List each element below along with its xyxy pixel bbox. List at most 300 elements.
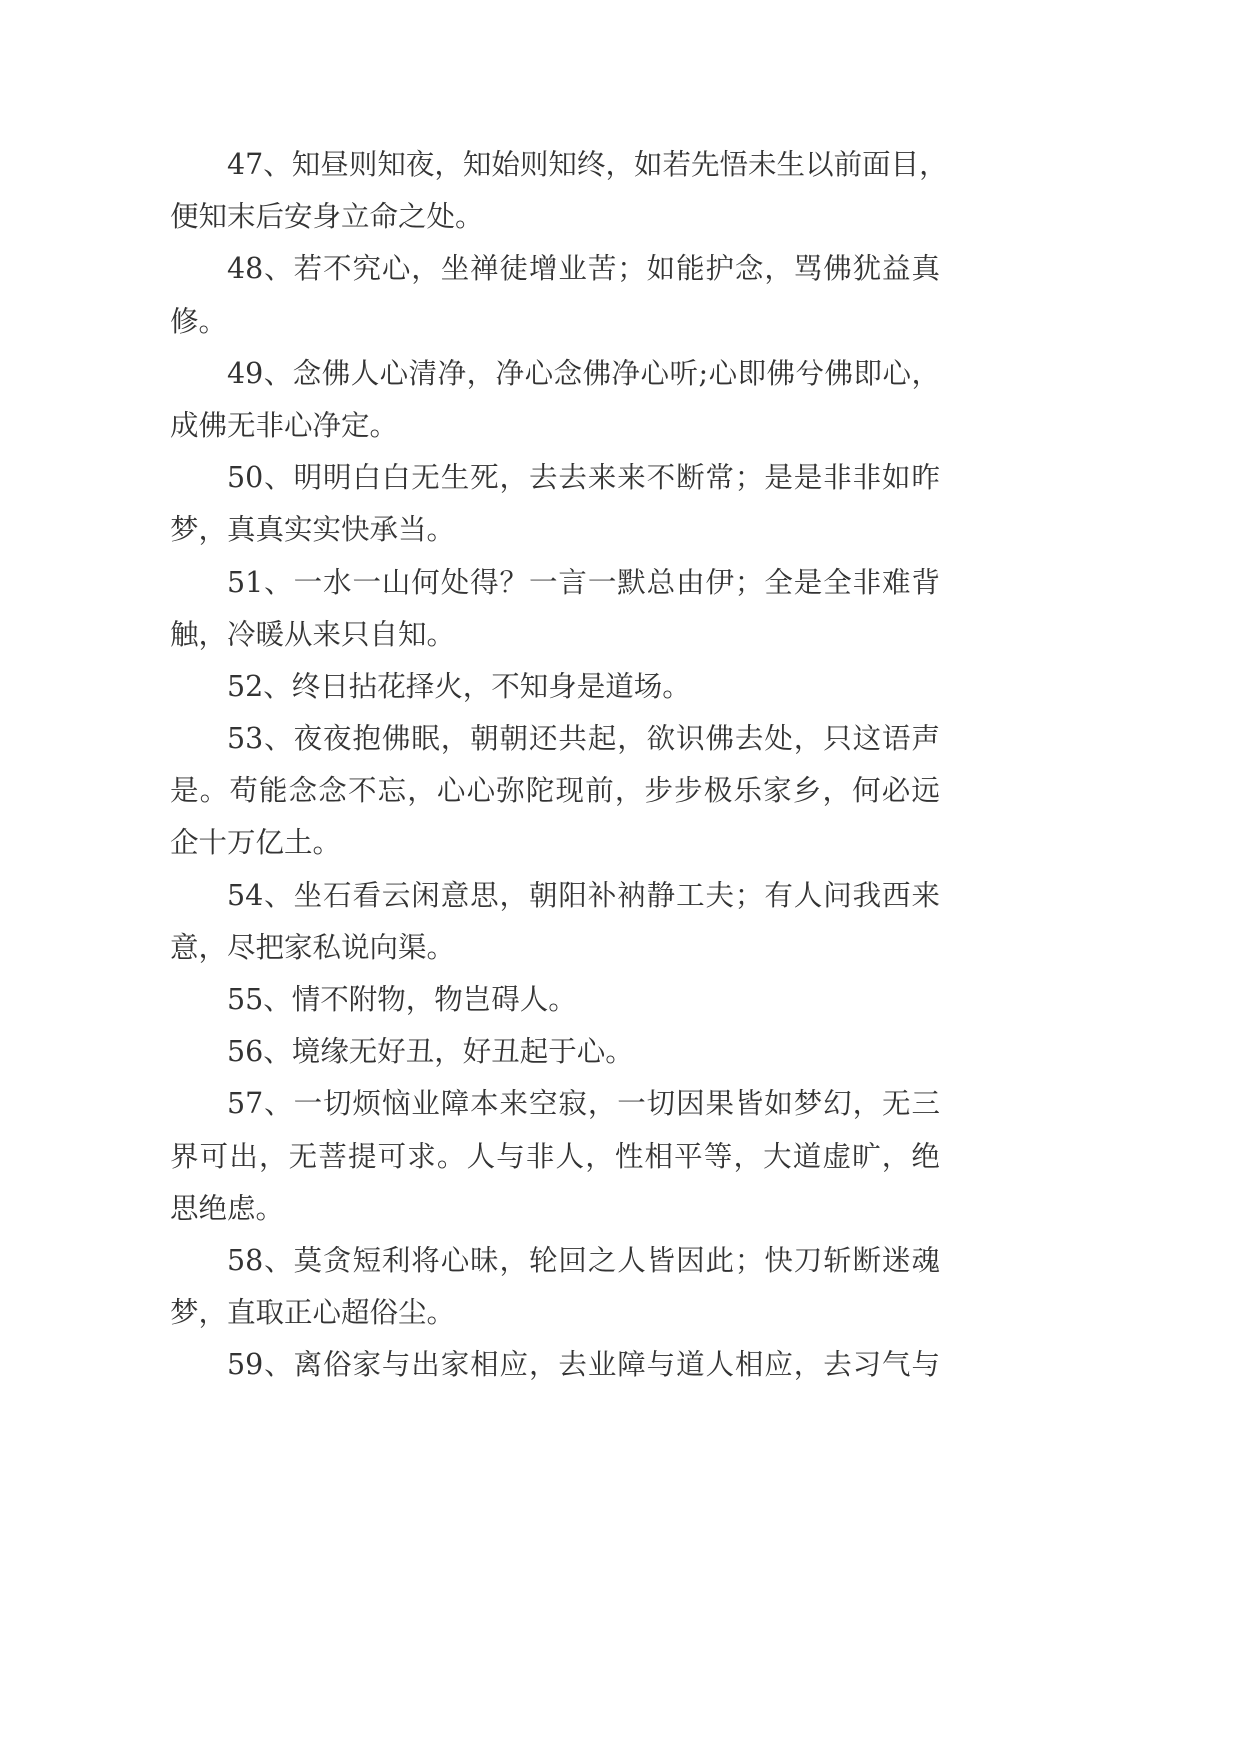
text-run: 骂	[793, 252, 823, 286]
text-run: 言	[558, 565, 587, 599]
text-run: 气	[882, 1348, 911, 1382]
text-run: 等	[703, 1139, 733, 1173]
text-run: 佛	[582, 356, 612, 390]
text-run: ，	[258, 1139, 288, 1173]
text-run: 家	[763, 774, 792, 808]
text-run: 、	[264, 1087, 293, 1121]
text-run: 、	[264, 461, 293, 495]
paragraph-58	[170, 1235, 940, 1339]
text-run: 现	[555, 774, 585, 808]
text-run: 如	[764, 1087, 793, 1121]
text-run: 空	[528, 1087, 558, 1121]
text-run: 魂	[911, 1243, 940, 1277]
text-run: 何	[411, 565, 440, 599]
text-run: 心	[524, 356, 554, 390]
text-run: 净	[495, 356, 525, 390]
text-run: 斩	[823, 1243, 852, 1277]
text-run: 念	[288, 774, 318, 808]
text-run: 莫	[293, 1243, 323, 1277]
document-body	[170, 139, 948, 1392]
text-run: 极	[703, 774, 733, 808]
text-run: 不	[323, 252, 352, 286]
text-run: 念	[553, 356, 583, 390]
text-run: 全	[823, 565, 852, 599]
text-run: 去	[558, 1348, 587, 1382]
paragraph-line: 梦，真真实实快承当。	[170, 513, 456, 547]
paragraph-line	[170, 139, 948, 191]
text-run: 相	[470, 1348, 499, 1382]
text-run: 道	[676, 1348, 705, 1382]
text-run: 目	[890, 148, 920, 181]
paragraph-49	[170, 348, 940, 452]
text-run: 背	[911, 565, 940, 599]
text-run: ，	[587, 1087, 617, 1121]
text-run: 人	[793, 878, 823, 912]
text-run: 能	[676, 252, 705, 286]
text-run: ，	[528, 1348, 558, 1382]
text-run: 共	[558, 722, 587, 756]
text-run: ，	[585, 1139, 614, 1173]
text-run: 前	[585, 774, 614, 808]
text-run: 默	[617, 565, 646, 599]
text-run: ，	[466, 356, 496, 390]
text-run: 快	[764, 1243, 793, 1277]
text-run: 、	[264, 1243, 293, 1277]
text-run: 菩	[318, 1139, 347, 1173]
text-run: 利	[381, 1243, 411, 1277]
text-run: 欲	[646, 722, 676, 756]
text-run: 夜	[405, 148, 435, 181]
text-run: 起	[587, 722, 617, 756]
text-run: ，	[919, 148, 948, 181]
text-run: 朝	[528, 878, 558, 912]
text-run: 死	[470, 461, 499, 495]
text-run: 先	[691, 148, 720, 181]
text-run: ，	[793, 722, 823, 756]
text-run: 明	[293, 461, 323, 495]
text-run: 54	[227, 878, 264, 912]
text-run: ，	[605, 148, 634, 181]
text-run: 与	[646, 1348, 676, 1382]
text-run: 佛	[766, 356, 796, 390]
text-run: 去	[823, 1348, 852, 1382]
text-run: 伊	[705, 565, 735, 599]
text-run: 一	[293, 1087, 323, 1121]
text-run: 白	[352, 461, 381, 495]
text-run: 知	[291, 148, 321, 181]
text-run: 若	[662, 148, 691, 181]
text-run: 能	[258, 774, 288, 808]
text-run: 抱	[352, 722, 381, 756]
text-run: 听	[669, 356, 699, 390]
text-run: ；	[734, 1243, 764, 1277]
text-run: 去	[734, 722, 764, 756]
text-run: 昧	[470, 1243, 499, 1277]
text-run: 如	[646, 252, 676, 286]
text-run: 思	[470, 878, 499, 912]
text-run: 常	[705, 461, 735, 495]
text-run: ，	[852, 1087, 882, 1121]
text-run: 、	[264, 252, 293, 286]
text-run: 平	[674, 1139, 703, 1173]
text-run: 来	[911, 878, 940, 912]
text-run: 知	[548, 148, 577, 181]
text-run: 念	[734, 252, 764, 286]
text-run: 增	[528, 252, 558, 286]
text-run: 昼	[320, 148, 349, 181]
text-run: 一	[528, 565, 558, 599]
text-run: 贪	[323, 1243, 352, 1277]
text-run: 明	[323, 461, 352, 495]
text-run: 白	[381, 461, 411, 495]
text-run: 夜	[293, 722, 323, 756]
paragraph-line: 意，尽把家私说向渠。	[170, 930, 456, 964]
text-run: ，	[617, 722, 646, 756]
text-run: 回	[558, 1243, 587, 1277]
text-run: 处	[440, 565, 470, 599]
text-run: 提	[347, 1139, 377, 1173]
text-run: 大	[763, 1139, 792, 1173]
text-run: 与	[381, 1348, 411, 1382]
text-run: 相	[644, 1139, 674, 1173]
text-run: 全	[764, 565, 793, 599]
text-run: ，	[822, 774, 851, 808]
text-run: 人	[350, 356, 380, 390]
text-run: 看	[352, 878, 381, 912]
text-run: 真	[911, 252, 940, 286]
text-run: 净	[611, 356, 641, 390]
text-run: 还	[528, 722, 558, 756]
paragraph-line: 55、情不附物，物岂碍人。	[227, 983, 577, 1016]
text-run: 幻	[823, 1087, 852, 1121]
text-run: 与	[496, 1139, 525, 1173]
text-run: 意	[440, 878, 470, 912]
text-run: 必	[881, 774, 911, 808]
text-run: 一	[352, 565, 381, 599]
text-run: 此	[705, 1243, 735, 1277]
paragraph-line: 企十万亿土。	[170, 826, 342, 860]
text-run: 声	[911, 722, 940, 756]
text-run: 如	[882, 461, 911, 495]
paragraph-52	[170, 661, 940, 713]
text-run: 障	[617, 1348, 646, 1382]
text-run: 因	[676, 1243, 705, 1277]
paragraph-line	[170, 1339, 940, 1391]
text-run: 心	[440, 1243, 470, 1277]
text-run: 可	[377, 1139, 407, 1173]
text-run: 烦	[352, 1087, 381, 1121]
text-run: ;	[698, 356, 709, 390]
text-run: 、	[264, 878, 293, 912]
text-run: 业	[558, 252, 587, 286]
text-run: 语	[882, 722, 911, 756]
text-run: 问	[823, 878, 852, 912]
text-run: 佛	[381, 722, 411, 756]
text-run: 求	[407, 1139, 436, 1173]
text-run: 性	[614, 1139, 644, 1173]
text-run: 无	[411, 461, 440, 495]
text-run: 眠	[411, 722, 440, 756]
text-run: 非	[852, 565, 882, 599]
text-run: 始	[491, 148, 520, 181]
paragraph-47	[170, 139, 948, 243]
text-run: 坐	[440, 252, 470, 286]
paragraph-line	[170, 243, 940, 295]
text-run: 佛	[321, 356, 351, 390]
paragraph-line: 便知末后安身立命之处。	[170, 200, 484, 234]
text-run: 业	[587, 1348, 617, 1382]
text-run: 出	[411, 1348, 440, 1382]
text-run: 面	[862, 148, 891, 181]
text-run: 57	[227, 1087, 264, 1121]
text-run: 未	[748, 148, 777, 181]
text-run: 人	[555, 1139, 585, 1173]
text-run: 佛	[824, 356, 854, 390]
paragraph-59	[170, 1339, 940, 1391]
paragraph-line	[170, 1131, 940, 1183]
text-run: 苦	[587, 252, 617, 286]
text-run: 徒	[499, 252, 529, 286]
text-run: ，	[793, 1348, 823, 1382]
paragraph-line	[170, 870, 940, 922]
paragraph-line: 成佛无非心净定。	[170, 408, 399, 442]
text-run: 悟	[719, 148, 749, 181]
text-run: ，	[440, 722, 470, 756]
text-run: ；	[734, 878, 764, 912]
text-run: ；	[734, 461, 764, 495]
text-run: 应	[499, 1348, 529, 1382]
text-run: 与	[911, 1348, 940, 1382]
text-run: 心	[381, 252, 411, 286]
text-run: 静	[646, 878, 676, 912]
paragraph-55	[170, 974, 940, 1026]
text-run: 知	[462, 148, 492, 181]
text-run: 陀	[525, 774, 555, 808]
text-run: 、	[263, 148, 292, 181]
text-run: 总	[646, 565, 676, 599]
text-run: 只	[823, 722, 852, 756]
text-run: 清	[408, 356, 438, 390]
paragraph-54	[170, 870, 940, 974]
text-run: 因	[676, 1087, 705, 1121]
text-run: 、	[264, 722, 293, 756]
text-run: 若	[293, 252, 323, 286]
text-run: 补	[587, 878, 617, 912]
text-run: 59	[227, 1348, 264, 1382]
text-run: 心	[466, 774, 496, 808]
text-run: 51	[227, 565, 264, 599]
paragraph-line	[170, 713, 940, 765]
text-run: 知	[377, 148, 406, 181]
text-run: 心	[640, 356, 670, 390]
text-run: 、	[264, 565, 293, 599]
text-run: 非	[823, 461, 852, 495]
paragraph-50	[170, 452, 940, 556]
text-run: 犹	[852, 252, 882, 286]
text-run: 有	[764, 878, 793, 912]
text-run: 虚	[822, 1139, 851, 1173]
text-run: 朝	[470, 722, 499, 756]
text-run: 切	[646, 1087, 676, 1121]
text-run: 三	[911, 1087, 940, 1121]
paragraph-48	[170, 243, 940, 347]
text-run: 断	[676, 461, 705, 495]
text-run: 乡	[792, 774, 822, 808]
text-run: 步	[644, 774, 674, 808]
text-run: 相	[734, 1348, 764, 1382]
text-run: 。	[199, 774, 229, 808]
text-run: 是	[793, 461, 823, 495]
text-run: ，	[499, 461, 529, 495]
text-run: 家	[352, 1348, 381, 1382]
text-run: 西	[882, 878, 911, 912]
text-run: 得	[470, 565, 499, 599]
text-run: 旷	[852, 1139, 881, 1173]
text-run: 终	[576, 148, 606, 181]
text-run: 步	[674, 774, 703, 808]
text-run: 迷	[882, 1243, 911, 1277]
text-run: 兮	[795, 356, 825, 390]
text-run: 48	[227, 252, 264, 286]
text-run: 阳	[558, 878, 587, 912]
text-run: 忘	[377, 774, 407, 808]
text-run: 不	[646, 461, 676, 495]
text-run: ？	[499, 565, 529, 599]
text-run: ，	[614, 774, 644, 808]
text-run: 53	[227, 722, 264, 756]
text-run: 无	[882, 1087, 911, 1121]
text-run: 禅	[470, 252, 499, 286]
paragraph-line	[170, 765, 940, 817]
text-run: 47	[227, 148, 264, 181]
text-run: 界	[170, 1139, 199, 1173]
paragraph-line: 修。	[170, 304, 228, 338]
text-run: 闲	[411, 878, 440, 912]
text-run: 皆	[646, 1243, 676, 1277]
paragraph-57	[170, 1078, 940, 1235]
text-run: 将	[411, 1243, 440, 1277]
text-run: 由	[676, 565, 705, 599]
text-run: ，	[499, 1243, 529, 1277]
text-run: 弥	[496, 774, 525, 808]
text-run: 益	[882, 252, 911, 286]
text-run: 切	[323, 1087, 352, 1121]
text-run: 难	[882, 565, 911, 599]
text-run: 轮	[528, 1243, 558, 1277]
paragraph-line	[170, 348, 940, 400]
text-run: 道	[792, 1139, 822, 1173]
text-run: 一	[587, 565, 617, 599]
text-run: 人	[705, 1348, 735, 1382]
text-run: 一	[617, 1087, 646, 1121]
text-run: 苟	[229, 774, 258, 808]
text-run: 朝	[499, 722, 529, 756]
text-run: 本	[470, 1087, 499, 1121]
text-run: 是	[170, 774, 199, 808]
text-run: 应	[764, 1348, 793, 1382]
paragraph-line: 52、终日拈花择火，不知身是道场。	[227, 669, 691, 703]
text-run: 究	[352, 252, 381, 286]
text-run: 夜	[323, 722, 352, 756]
text-run: ，	[733, 1139, 762, 1173]
text-run: 恼	[381, 1087, 411, 1121]
text-run: 山	[381, 565, 411, 599]
text-run: 衲	[617, 878, 646, 912]
text-run: 念	[292, 356, 322, 390]
text-run: 出	[229, 1139, 258, 1173]
paragraph-53	[170, 713, 940, 870]
text-run: 58	[227, 1243, 264, 1277]
text-run: ，	[499, 878, 529, 912]
paragraph-51	[170, 557, 940, 661]
text-run: 来	[499, 1087, 529, 1121]
paragraph-line	[170, 1235, 940, 1287]
paragraph-56	[170, 1026, 940, 1078]
text-run: 寂	[558, 1087, 587, 1121]
text-run: 离	[293, 1348, 323, 1382]
text-run: 心	[882, 356, 911, 390]
text-run: 石	[323, 878, 352, 912]
paragraph-line: 触，冷暖从来只自知。	[170, 617, 456, 651]
text-run: 念	[318, 774, 347, 808]
text-run: 习	[852, 1348, 882, 1382]
paragraph-line	[170, 557, 940, 609]
text-run: ；	[617, 252, 646, 286]
text-run: 非	[852, 461, 882, 495]
text-run: 果	[705, 1087, 735, 1121]
text-run: 之	[587, 1243, 617, 1277]
text-run: 刀	[793, 1243, 823, 1277]
text-run: 皆	[734, 1087, 764, 1121]
text-run: 无	[288, 1139, 318, 1173]
text-run: 即	[737, 356, 767, 390]
text-run: 不	[347, 774, 377, 808]
text-run: 生	[776, 148, 806, 181]
text-run: 家	[440, 1348, 470, 1382]
text-run: 生	[440, 461, 470, 495]
text-run: 梦	[793, 1087, 823, 1121]
text-run: 则	[519, 148, 549, 181]
text-run: 昨	[911, 461, 940, 495]
paragraph-line: 思绝虑。	[170, 1191, 285, 1225]
text-run: 绝	[911, 1139, 940, 1173]
text-run: 、	[263, 356, 293, 390]
paragraph-line: 56、境缘无好丑，好丑起于心。	[227, 1035, 634, 1069]
text-run: 云	[381, 878, 411, 912]
text-run: 心	[436, 774, 466, 808]
text-run: 来	[587, 461, 617, 495]
text-run: 何	[852, 774, 881, 808]
text-run: 去	[528, 461, 558, 495]
text-run: 处	[764, 722, 793, 756]
text-run: 心	[708, 356, 738, 390]
text-run: ，	[911, 356, 940, 390]
text-run: 夫	[705, 878, 735, 912]
text-run: ，	[411, 252, 440, 286]
text-run: 非	[525, 1139, 555, 1173]
text-run: 。	[436, 1139, 466, 1173]
text-run: 业	[411, 1087, 440, 1121]
text-run: ，	[407, 774, 436, 808]
text-run: 去	[558, 461, 587, 495]
text-run: 如	[633, 148, 663, 181]
text-run: 乐	[733, 774, 762, 808]
text-run: ，	[764, 252, 793, 286]
text-run: ，	[434, 148, 463, 181]
text-run: 49	[227, 356, 264, 390]
text-run: 工	[676, 878, 705, 912]
text-run: 障	[440, 1087, 470, 1121]
